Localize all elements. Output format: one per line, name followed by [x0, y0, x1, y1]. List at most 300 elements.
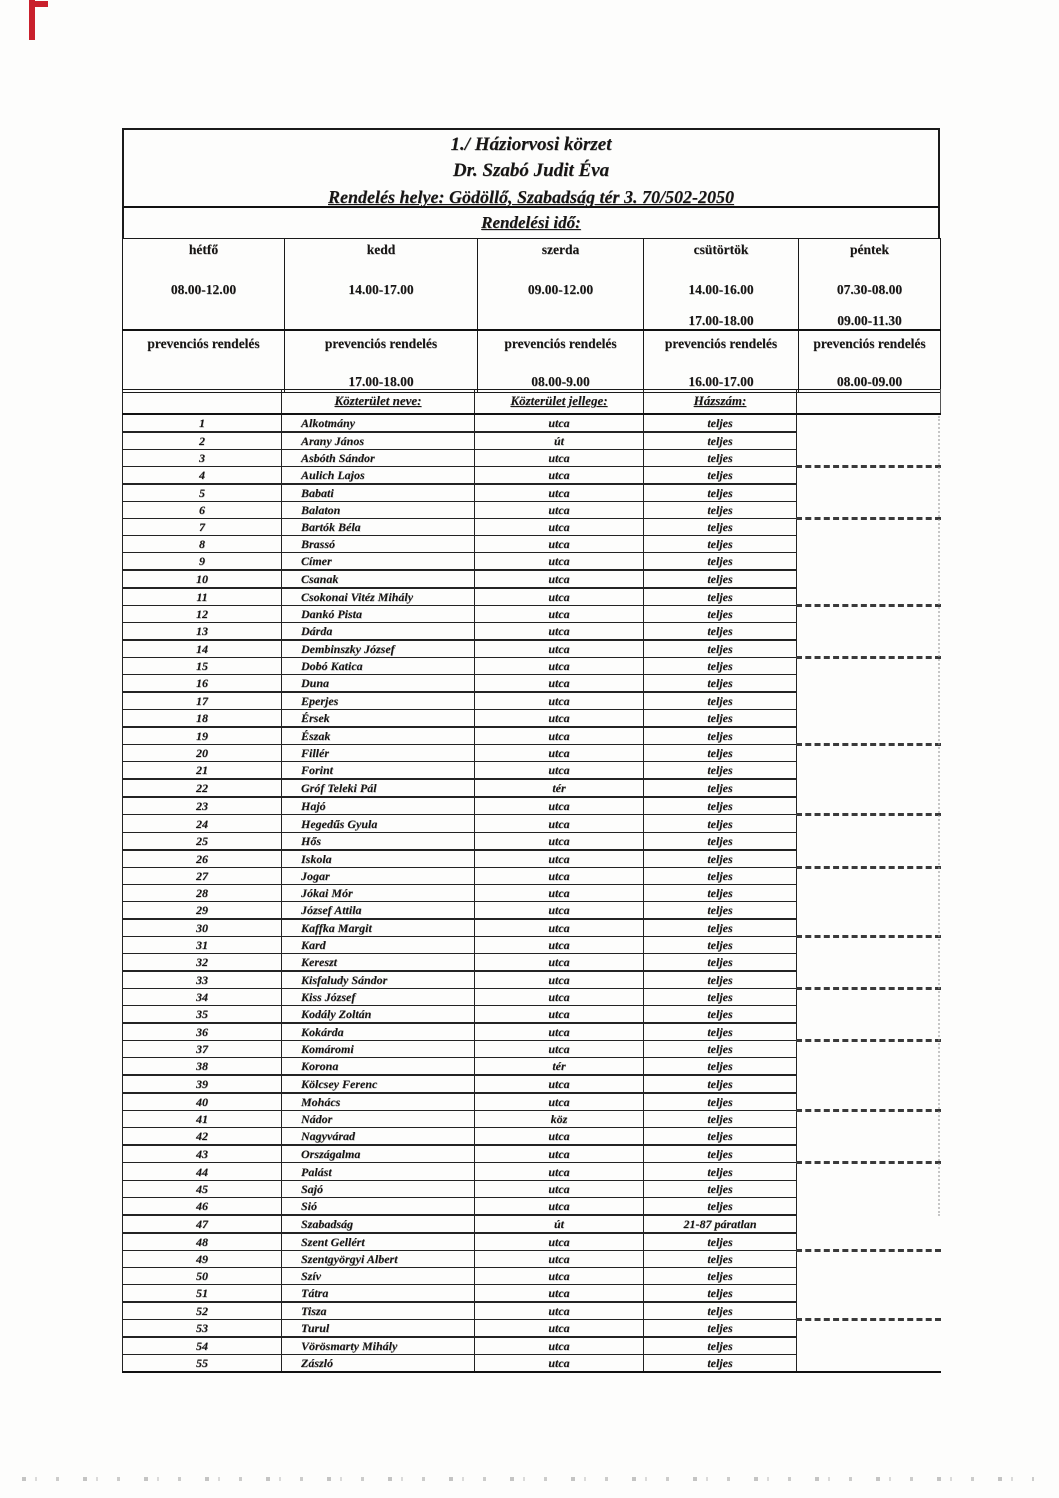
street-name: Brassó [282, 535, 475, 552]
prevention-cell-csütörtök [644, 330, 799, 392]
street-name: Komáromi [282, 1041, 475, 1058]
day-cell-péntek [799, 239, 941, 331]
street-row-number: 16 [123, 675, 282, 693]
street-name: Forint [282, 762, 475, 780]
street-name: József Attila [282, 901, 475, 919]
street-row [123, 1128, 941, 1146]
house-number: teljes [644, 1285, 797, 1303]
street-row [123, 745, 941, 762]
prevention-label: prevenciós rendelés [664, 336, 778, 351]
street-row-number: 22 [123, 779, 282, 797]
phantom-cell [797, 710, 941, 728]
street-row-number: 30 [123, 919, 282, 937]
street-name: Palást [282, 1163, 475, 1180]
street-name: Jogar [282, 867, 475, 884]
street-row-number: 8 [123, 535, 282, 552]
house-number: teljes [644, 1041, 797, 1058]
street-row [123, 1215, 941, 1233]
phantom-cell [797, 1355, 941, 1373]
prevention-hours: 08.00-9.00 [531, 374, 590, 389]
street-type: út [475, 1215, 644, 1233]
street-type: utca [475, 692, 644, 710]
street-header-name: Közterület neve: [282, 390, 475, 414]
house-number: teljes [644, 570, 797, 588]
street-row-number: 49 [123, 1250, 282, 1267]
street-row-number: 12 [123, 606, 282, 623]
phantom-cell [797, 606, 941, 623]
house-number: teljes [644, 1337, 797, 1355]
phantom-cell [797, 1163, 941, 1180]
house-number: teljes [644, 606, 797, 623]
phantom-cell [797, 989, 941, 1006]
street-type: utca [475, 919, 644, 937]
street-type: utca [475, 971, 644, 989]
street-name: Kaffka Margit [282, 919, 475, 937]
prevention-cell-hétfő [123, 330, 285, 392]
street-row [123, 1145, 941, 1163]
street-type: utca [475, 518, 644, 535]
prevention-hours: 17.00-18.00 [348, 374, 414, 389]
street-name: Kisfaludy Sándor [282, 971, 475, 989]
street-type: utca [475, 815, 644, 832]
house-number: teljes [644, 1093, 797, 1111]
street-row [123, 971, 941, 989]
street-type: utca [475, 745, 644, 762]
day-cell-kedd [285, 239, 478, 331]
street-type: utca [475, 1267, 644, 1284]
phantom-cell [797, 1041, 941, 1058]
street-name: Dobó Katica [282, 658, 475, 675]
house-number: teljes [644, 797, 797, 815]
street-row-number: 14 [123, 640, 282, 658]
street-row-number: 21 [123, 762, 282, 780]
street-row-number: 4 [123, 466, 282, 484]
day-name: szerda [541, 242, 580, 257]
street-type: utca [475, 1128, 644, 1146]
street-name: Zászló [282, 1355, 475, 1373]
phantom-cell [797, 832, 941, 850]
street-type: utca [475, 501, 644, 518]
house-number: teljes [644, 745, 797, 762]
street-name: Szív [282, 1267, 475, 1284]
prevention-hours: 16.00-17.00 [688, 374, 754, 389]
schedule-table [122, 238, 941, 393]
phantom-cell [797, 1128, 941, 1146]
street-header-phantom [797, 390, 941, 414]
house-number: teljes [644, 919, 797, 937]
schedule-table-body [123, 239, 941, 393]
title-box [122, 128, 940, 208]
street-row-number: 51 [123, 1285, 282, 1303]
street-name: Tátra [282, 1285, 475, 1303]
house-number: teljes [644, 989, 797, 1006]
office-hours-second: 09.00-11.30 [837, 313, 902, 328]
street-type: utca [475, 832, 644, 850]
street-row [123, 936, 941, 953]
phantom-cell [797, 1180, 941, 1197]
street-row [123, 518, 941, 535]
street-type: utca [475, 867, 644, 884]
street-row-number: 37 [123, 1041, 282, 1058]
phantom-cell [797, 1215, 941, 1233]
street-row-number: 7 [123, 518, 282, 535]
house-number: teljes [644, 432, 797, 450]
street-type: utca [475, 1285, 644, 1303]
street-name: Szent Gellért [282, 1233, 475, 1251]
prevention-label: prevenciós rendelés [813, 336, 926, 351]
street-table-body [123, 414, 941, 1373]
street-type: utca [475, 640, 644, 658]
house-number: teljes [644, 1180, 797, 1197]
house-number: teljes [644, 832, 797, 850]
street-row-number: 54 [123, 1337, 282, 1355]
house-number: teljes [644, 710, 797, 728]
phantom-cell [797, 623, 941, 641]
street-name: Kiss József [282, 989, 475, 1006]
prevention-hours: 08.00-09.00 [836, 374, 903, 389]
street-row [123, 1041, 941, 1058]
street-type: utca [475, 1180, 644, 1197]
street-row [123, 901, 941, 919]
street-row-number: 29 [123, 901, 282, 919]
street-type: utca [475, 1302, 644, 1320]
street-row [123, 884, 941, 901]
street-type: utca [475, 850, 644, 868]
street-row-number: 10 [123, 570, 282, 588]
street-type: utca [475, 1041, 644, 1058]
day-cell-szerda [478, 239, 644, 331]
street-type: utca [475, 1006, 644, 1024]
house-number: teljes [644, 850, 797, 868]
street-name: Nagyvárad [282, 1128, 475, 1146]
street-type: utca [475, 762, 644, 780]
house-number: teljes [644, 971, 797, 989]
house-number: teljes [644, 1320, 797, 1338]
day-name: hétfő [188, 242, 219, 257]
phantom-cell [797, 466, 941, 484]
schedule-hours-row [123, 239, 941, 331]
header-block [122, 128, 940, 393]
house-number: teljes [644, 762, 797, 780]
phantom-cell [797, 1267, 941, 1284]
phantom-cell [797, 553, 941, 571]
street-type: utca [475, 1163, 644, 1180]
phantom-cell [797, 1006, 941, 1024]
red-mark-vertical [29, 0, 35, 40]
street-name: Arany János [282, 432, 475, 450]
street-row [123, 1320, 941, 1338]
house-number: teljes [644, 484, 797, 502]
street-type: utca [475, 954, 644, 972]
phantom-cell [797, 901, 941, 919]
street-row [123, 432, 941, 450]
phantom-cell [797, 850, 941, 868]
phantom-cell [797, 1197, 941, 1215]
house-number: teljes [644, 535, 797, 552]
street-name: Kodály Zoltán [282, 1006, 475, 1024]
street-header-empty [123, 390, 282, 414]
street-header-number: Házszám: [644, 390, 797, 414]
street-row [123, 501, 941, 518]
street-row [123, 588, 941, 606]
street-type: utca [475, 727, 644, 745]
street-name: Csokonai Vitéz Mihály [282, 588, 475, 606]
street-name: Szentgyörgyi Albert [282, 1250, 475, 1267]
street-row-number: 18 [123, 710, 282, 728]
phantom-cell [797, 1250, 941, 1267]
day-cell-hétfő [123, 239, 285, 331]
street-row-number: 42 [123, 1128, 282, 1146]
house-number: teljes [644, 954, 797, 972]
house-number: teljes [644, 588, 797, 606]
street-name: Turul [282, 1320, 475, 1338]
street-row [123, 1163, 941, 1180]
street-name: Dankó Pista [282, 606, 475, 623]
phantom-cell [797, 570, 941, 588]
street-row [123, 606, 941, 623]
phantom-cell [797, 449, 941, 466]
street-row-number: 52 [123, 1302, 282, 1320]
street-name: Jókai Mór [282, 884, 475, 901]
street-row-number: 35 [123, 1006, 282, 1024]
street-row-number: 50 [123, 1267, 282, 1284]
house-number: teljes [644, 1250, 797, 1267]
street-row-number: 15 [123, 658, 282, 675]
street-type: út [475, 432, 644, 450]
street-name: Alkotmány [282, 414, 475, 432]
street-row-number: 31 [123, 936, 282, 953]
street-type: utca [475, 1250, 644, 1267]
house-number: teljes [644, 1233, 797, 1251]
street-row-number: 6 [123, 501, 282, 518]
office-hours: 09.00-12.00 [527, 282, 594, 297]
street-row-number: 34 [123, 989, 282, 1006]
street-name: Aulich Lajos [282, 466, 475, 484]
street-header-type: Közterület jellege: [475, 390, 644, 414]
prevention-label: prevenciós rendelés [324, 336, 438, 351]
street-row [123, 954, 941, 972]
street-row-number: 27 [123, 867, 282, 884]
street-name: Szabadság [282, 1215, 475, 1233]
phantom-cell [797, 954, 941, 972]
street-name: Kölcsey Ferenc [282, 1075, 475, 1093]
house-number: 21-87 páratlan [644, 1215, 797, 1233]
prevention-cell-szerda [478, 330, 644, 392]
phantom-cell [797, 971, 941, 989]
street-row [123, 1006, 941, 1024]
street-row [123, 850, 941, 868]
street-row-number: 53 [123, 1320, 282, 1338]
street-row-number: 28 [123, 884, 282, 901]
street-row-number: 39 [123, 1075, 282, 1093]
house-number: teljes [644, 936, 797, 953]
phantom-cell [797, 588, 941, 606]
street-name: Eperjes [282, 692, 475, 710]
prevention-cell-péntek [799, 330, 941, 392]
house-number: teljes [644, 1355, 797, 1373]
phantom-cell [797, 484, 941, 502]
office-hours: 14.00-16.00 [688, 282, 754, 297]
phantom-cell [797, 432, 941, 450]
street-row-number: 32 [123, 954, 282, 972]
street-type: utca [475, 1075, 644, 1093]
phantom-cell [797, 675, 941, 693]
street-row-number: 1 [123, 414, 282, 432]
phantom-cell [797, 762, 941, 780]
house-number: teljes [644, 640, 797, 658]
doctor-name: Dr. Szabó Judit Éva [452, 160, 610, 181]
street-row-number: 23 [123, 797, 282, 815]
street-row [123, 919, 941, 937]
house-number: teljes [644, 779, 797, 797]
street-name: Babati [282, 484, 475, 502]
street-row [123, 1093, 941, 1111]
prevention-label: prevenciós rendelés [147, 336, 260, 351]
house-number: teljes [644, 675, 797, 693]
street-row-number: 36 [123, 1023, 282, 1041]
street-row [123, 449, 941, 466]
street-name: Iskola [282, 850, 475, 868]
street-row [123, 1355, 941, 1373]
street-row [123, 1023, 941, 1041]
prevention-cell-kedd [285, 330, 478, 392]
street-type: utca [475, 884, 644, 901]
office-hours: 08.00-12.00 [170, 282, 237, 297]
street-row-number: 38 [123, 1058, 282, 1076]
street-row [123, 762, 941, 780]
street-type: utca [475, 449, 644, 466]
day-name: péntek [849, 242, 889, 257]
street-row-number: 48 [123, 1233, 282, 1251]
street-row [123, 623, 941, 641]
phantom-cell [797, 1058, 941, 1076]
street-type: utca [475, 553, 644, 571]
street-row-number: 44 [123, 1163, 282, 1180]
red-pen-mark [29, 0, 51, 42]
street-row [123, 815, 941, 832]
street-row-number: 24 [123, 815, 282, 832]
house-number: teljes [644, 501, 797, 518]
street-row-number: 26 [123, 850, 282, 868]
street-row [123, 535, 941, 552]
street-type: utca [475, 623, 644, 641]
street-row-number: 40 [123, 1093, 282, 1111]
street-type: utca [475, 535, 644, 552]
phantom-cell [797, 936, 941, 953]
street-row-number: 20 [123, 745, 282, 762]
phantom-cell [797, 518, 941, 535]
street-table-header [123, 390, 941, 414]
street-row [123, 1197, 941, 1215]
street-type: utca [475, 484, 644, 502]
prevention-label: prevenciós rendelés [504, 336, 617, 351]
house-number: teljes [644, 727, 797, 745]
house-number: teljes [644, 1197, 797, 1215]
house-number: teljes [644, 518, 797, 535]
house-number: teljes [644, 658, 797, 675]
house-number: teljes [644, 901, 797, 919]
street-name: Asbóth Sándor [282, 449, 475, 466]
phantom-cell [797, 640, 941, 658]
office-location: Rendelés helye: Gödöllő, Szabadság tér 3. 70/502-2050 [328, 187, 734, 207]
street-row-number: 9 [123, 553, 282, 571]
street-name: Sió [282, 1197, 475, 1215]
street-type: köz [475, 1111, 644, 1128]
street-type: utca [475, 1145, 644, 1163]
house-number: teljes [644, 1302, 797, 1320]
house-number: teljes [644, 1128, 797, 1146]
street-name: Kokárda [282, 1023, 475, 1041]
street-type: utca [475, 901, 644, 919]
street-row [123, 867, 941, 884]
street-type: utca [475, 588, 644, 606]
street-name: Gróf Teleki Pál [282, 779, 475, 797]
phantom-cell [797, 867, 941, 884]
office-hours-second: 17.00-18.00 [688, 313, 754, 328]
street-name: Kard [282, 936, 475, 953]
street-table [122, 389, 941, 1373]
street-name: Észak [282, 727, 475, 745]
street-row [123, 1285, 941, 1303]
phantom-cell [797, 1023, 941, 1041]
phantom-cell [797, 658, 941, 675]
street-row [123, 1302, 941, 1320]
street-name: Tisza [282, 1302, 475, 1320]
phantom-cell [797, 692, 941, 710]
street-type: utca [475, 710, 644, 728]
house-number: teljes [644, 867, 797, 884]
day-name: csütörtök [693, 242, 749, 257]
street-name: Dárda [282, 623, 475, 641]
phantom-cell [797, 414, 941, 432]
street-type: utca [475, 570, 644, 588]
street-row [123, 779, 941, 797]
phantom-cell [797, 1320, 941, 1338]
street-type: utca [475, 1023, 644, 1041]
street-row-number: 43 [123, 1145, 282, 1163]
street-name: Sajó [282, 1180, 475, 1197]
street-name: Címer [282, 553, 475, 571]
street-name: Hegedűs Gyula [282, 815, 475, 832]
street-name: Csanak [282, 570, 475, 588]
district-title: 1./ Háziorvosi körzet [450, 134, 612, 155]
street-name: Kereszt [282, 954, 475, 972]
street-row-number: 46 [123, 1197, 282, 1215]
house-number: teljes [644, 466, 797, 484]
faint-right-border-line [938, 416, 940, 1216]
house-number: teljes [644, 884, 797, 901]
street-name: Dembinszky József [282, 640, 475, 658]
phantom-cell [797, 535, 941, 552]
street-row-number: 3 [123, 449, 282, 466]
street-row [123, 832, 941, 850]
house-number: teljes [644, 1111, 797, 1128]
street-row [123, 1180, 941, 1197]
phantom-cell [797, 1285, 941, 1303]
street-row [123, 989, 941, 1006]
phantom-cell [797, 1111, 941, 1128]
street-name: Hős [282, 832, 475, 850]
street-type: utca [475, 414, 644, 432]
street-row-number: 13 [123, 623, 282, 641]
street-row [123, 1233, 941, 1251]
street-row [123, 658, 941, 675]
street-row [123, 553, 941, 571]
street-type: tér [475, 1058, 644, 1076]
street-row [123, 414, 941, 432]
street-name: Hajó [282, 797, 475, 815]
street-row [123, 797, 941, 815]
